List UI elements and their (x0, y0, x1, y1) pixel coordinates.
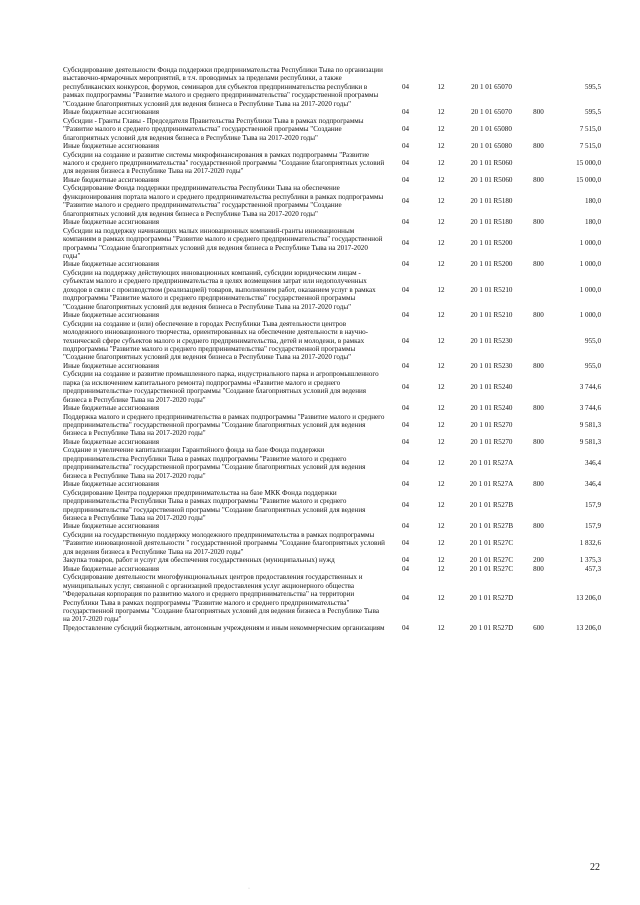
row-expense-type (526, 446, 551, 480)
row-target-article: 20 1 01 R5230 (470, 336, 513, 345)
row-amount: 595,5 (585, 82, 601, 91)
row-subsection-code: 12 (437, 480, 445, 489)
row-subsection-code: 12 (437, 361, 445, 370)
row-description: Субсидирование деятельности Фонда поддержки предпринимательства Республики Тыва по организации выставочно-ярмарочных мероприятий, в т.ч. проводимых за пределами республики, а также республиканских конкурсов, форумов, семинаров для субъектов предпринимательства республики в рамках подпрограммы "Развитие малого и среднего предпринимательства" государственной программы "Создание благоприятных условий для ведения бизнеса в Республике Тыва на 2017-2020 годы" (63, 66, 383, 108)
row-amount: 955,0 (585, 361, 601, 370)
row-description: Субсидии на поддержку действующих инновационных компаний, субсидии юридическим лицам - субъектам малого и среднего предпринимательства в целях возмещения затрат или недополученных доходов в связи с производством (реализацией) товаров, выполнением работ, оказанием услуг в рамках подпрограммы "Развитие малого и среднего предпринимательства" государственной программы "Создание благоприятных условий для ведения бизнеса в Республике Тыва на 2017-2020 годы" (63, 268, 376, 311)
row-subsection-code: 12 (437, 108, 445, 117)
table-row (63, 556, 601, 564)
row-description: Иные бюджетные ассигнования (63, 522, 160, 531)
row-description: Поддержка малого и среднего предпринимательства в рамках подпрограммы "Развитие малого и среднего предпринимательства" государственной программы "Создание благоприятных условий для ведения бизнеса в Республике Тыва на 2017-2020 годы" (63, 412, 385, 438)
row-subsection-code: 12 (437, 311, 445, 320)
row-description: Иные бюджетные ассигнования (63, 361, 160, 370)
row-target-article: 20 1 01 65080 (471, 125, 512, 134)
row-section-code: 04 (401, 556, 410, 565)
table-row (63, 66, 601, 108)
row-subsection-code: 12 (437, 158, 445, 167)
row-expense-type (526, 320, 551, 362)
row-section-code: 04 (401, 125, 410, 134)
row-subsection-code: 12 (437, 522, 445, 531)
table-row (63, 311, 601, 319)
row-subsection-code: 12 (437, 437, 445, 446)
row-target-article: 20 1 01 R527B (469, 501, 514, 510)
row-target-article: 20 1 01 R527C (469, 556, 514, 565)
row-amount: 15 000,0 (576, 158, 601, 167)
row-section-code: 04 (401, 594, 410, 603)
table-row (63, 320, 601, 362)
row-expense-type (526, 573, 551, 624)
row-target-article: 20 1 01 65080 (471, 142, 512, 151)
table-row (63, 370, 601, 404)
row-description: Субсидирование Центра поддержки предпринимательства на базе МКК Фонда поддержки предпринимательства Республики Тыва в рамках подпрограммы "Развитие малого и среднего предпринимательства" государственной программы "Создание благоприятных условий для ведения бизнеса в Республике Тыва на 2017-2020 годы" (63, 488, 366, 523)
table-row (63, 227, 601, 261)
row-amount: 7 515,0 (579, 142, 601, 151)
table-row (63, 446, 601, 480)
row-section-code: 04 (401, 522, 410, 531)
row-expense-type (526, 227, 551, 261)
row-amount: 157,9 (585, 501, 601, 510)
row-description: Субсидии на государственную поддержку молодежного предпринимательства в рамках подпрограммы "Развитие инновационной деятельности " государственной программы "Создание благоприятных условий для ведения бизнеса в Республике Тыва на 2017-2020 годы" (63, 530, 385, 556)
row-section-code: 04 (401, 539, 410, 548)
row-amount: 157,9 (585, 522, 601, 531)
row-expense-type (526, 66, 551, 108)
row-description: Субсидии на поддержку начинающих малых инновационных компаний-гранты инновационным компаниям в рамках подпрограммы "Развитие малого и среднего предпринимательства" государственной программы "Создание благоприятных условий для ведения бизнеса в Республике Тыва на 2017-2020 годы" (63, 226, 383, 260)
row-target-article: 20 1 01 R5270 (470, 421, 513, 430)
row-subsection-code: 12 (437, 82, 445, 91)
row-target-article: 20 1 01 R5230 (470, 361, 513, 370)
row-amount: 3 744,6 (579, 382, 601, 391)
row-amount: 9 581,3 (579, 437, 601, 446)
row-description: Создание и увеличение капитализации Гарантийного фонда на базе Фонда поддержки предпринимательства Республики Тыва в рамках подпрограммы "Развитие малого и среднего предпринимательства" государственной программы "Создание благоприятных условий для ведения бизнеса в Республике Тыва на 2017-2020 годы" (63, 446, 366, 480)
row-description: Иные бюджетные ассигнования (63, 480, 160, 489)
row-section-code: 04 (401, 108, 410, 117)
row-section-code: 04 (401, 197, 410, 206)
row-description: Иные бюджетные ассигнования (63, 564, 160, 573)
row-section-code: 04 (401, 480, 410, 489)
row-expense-type: 800 (533, 361, 544, 370)
row-description: Субсидии на создание и (или) обеспечение в городах Республики Тыва деятельности центров молодежного инновационного творчества, ориентированных на обеспечение деятельности в научно-технической сфере субъектов малого и среднего предпринимательства, детей и молодежи, в рамках подпрограммы "Развитие малого и среднего предпринимательства" государственной программы "Создание благоприятных условий для ведения бизнеса в Республике Тыва на 2017-2020 годы" (63, 319, 369, 362)
row-description: Иные бюджетные ассигнования (63, 404, 160, 413)
row-subsection-code: 12 (437, 501, 445, 510)
table-row (63, 565, 601, 573)
table-row (63, 260, 601, 268)
row-subsection-code: 12 (437, 459, 445, 468)
row-amount: 9 581,3 (579, 421, 601, 430)
row-section-code: 04 (401, 285, 410, 294)
row-description: Иные бюджетные ассигнования (63, 260, 160, 269)
row-subsection-code: 12 (437, 404, 445, 413)
row-amount: 1 375,3 (579, 556, 601, 565)
table-row (63, 522, 601, 530)
row-expense-type: 800 (533, 480, 544, 489)
table-row (63, 269, 601, 311)
table-row (63, 438, 601, 446)
table-row (63, 413, 601, 438)
budget-table (63, 66, 601, 632)
row-amount: 15 000,0 (576, 175, 601, 184)
row-section-code: 04 (401, 260, 410, 269)
row-amount: 457,3 (585, 564, 601, 573)
row-expense-type (526, 370, 551, 404)
row-subsection-code: 12 (437, 564, 445, 573)
row-description: Субсидирование деятельности многофункциональных центров предоставления государственных и муниципальных услуг, связанной с организацией предоставления услуг акционерного общества "Федеральная корпорация по развитию малого и среднего предпринимательства" на территории Республики Тыва в рамках подпрограммы "Развитие малого и среднего предпринимательства" государственной программы "Создание благоприятных условий для ведения бизнеса в Республике Тыва на 2017-2020 годы" (63, 573, 379, 624)
row-subsection-code: 12 (437, 539, 445, 548)
row-target-article: 20 1 01 R5060 (470, 175, 513, 184)
row-section-code: 04 (401, 311, 410, 320)
row-expense-type (526, 184, 551, 218)
row-expense-type: 800 (533, 311, 544, 320)
row-subsection-code: 12 (437, 125, 445, 134)
row-expense-type (526, 531, 551, 556)
row-expense-type: 800 (533, 564, 544, 573)
row-expense-type: 800 (533, 108, 544, 117)
row-section-code: 04 (401, 218, 410, 227)
table-row (63, 404, 601, 412)
table-row (63, 151, 601, 176)
row-amount: 1 000,0 (579, 311, 601, 320)
row-description: Иные бюджетные ассигнования (63, 437, 160, 446)
row-description: Субсидирование Фонда поддержки предпринимательства Республики Тыва на обеспечение функционирования портала малого и среднего предпринимательства республики в рамках подпрограммы "Развитие малого и среднего предпринимательства" государственной программы "Создание благоприятных условий для ведения бизнеса в Республике Тыва на 2017-2020 годы" (63, 184, 384, 218)
table-row (63, 489, 601, 523)
row-target-article: 20 1 01 R5210 (470, 285, 513, 294)
row-target-article: 20 1 01 R5200 (470, 239, 513, 248)
row-description: Иные бюджетные ассигнования (63, 218, 160, 227)
row-target-article: 20 1 01 R527D (469, 594, 514, 603)
row-section-code: 04 (401, 404, 410, 413)
row-amount: 180,0 (585, 218, 601, 227)
table-row (63, 176, 601, 184)
row-expense-type: 800 (533, 260, 544, 269)
row-description: Иные бюджетные ассигнования (63, 142, 160, 151)
row-section-code: 04 (401, 239, 410, 248)
table-row (63, 142, 601, 150)
row-subsection-code: 12 (437, 142, 445, 151)
table-row (63, 573, 601, 624)
row-description: Субсидии на создание и развитие промышленного парка, индустриального парка и агропромышленного парка (за исключением капитального ремонта) подпрограммы «Развитие малого и среднего предпринимательства» государственной программы "Создание благоприятных условий для ведения бизнеса в Республике Тыва на 2017-2020 годы" (63, 370, 379, 404)
row-section-code: 04 (401, 459, 410, 468)
page-number: 22 (590, 862, 600, 873)
row-amount: 180,0 (585, 197, 601, 206)
row-section-code: 04 (401, 175, 410, 184)
row-expense-type (526, 413, 551, 438)
table-row (63, 531, 601, 556)
row-section-code: 04 (401, 361, 410, 370)
row-section-code: 04 (401, 437, 410, 446)
row-expense-type: 200 (533, 556, 544, 565)
row-section-code: 04 (401, 623, 410, 632)
row-amount: 13 206,0 (576, 623, 601, 632)
row-section-code: 04 (401, 158, 410, 167)
table-row (63, 184, 601, 218)
row-expense-type: 600 (533, 623, 544, 632)
row-subsection-code: 12 (437, 382, 445, 391)
row-subsection-code: 12 (437, 421, 445, 430)
row-amount: 13 206,0 (576, 594, 601, 603)
row-expense-type: 800 (533, 404, 544, 413)
scan-mark: · (248, 886, 250, 892)
row-amount: 955,0 (585, 336, 601, 345)
row-section-code: 04 (401, 421, 410, 430)
row-subsection-code: 12 (437, 239, 445, 248)
row-section-code: 04 (401, 382, 410, 391)
row-target-article: 20 1 01 R5180 (470, 218, 513, 227)
row-section-code: 04 (401, 82, 410, 91)
row-subsection-code: 12 (437, 594, 445, 603)
row-description: Предоставление субсидий бюджетным, автономным учреждениям и иным некоммерческим организациям (63, 623, 385, 632)
row-expense-type: 800 (533, 522, 544, 531)
row-subsection-code: 12 (437, 218, 445, 227)
row-expense-type (526, 269, 551, 311)
row-expense-type (526, 489, 551, 523)
row-target-article: 20 1 01 R5210 (470, 311, 513, 320)
row-description: Иные бюджетные ассигнования (63, 108, 160, 117)
row-amount: 346,4 (585, 459, 601, 468)
row-section-code: 04 (401, 336, 410, 345)
row-amount: 1 000,0 (579, 285, 601, 294)
row-subsection-code: 12 (437, 175, 445, 184)
row-expense-type: 800 (533, 437, 544, 446)
table-row (63, 624, 601, 632)
budget-table-body (63, 66, 601, 632)
row-expense-type: 800 (533, 142, 544, 151)
row-description: Закупка товаров, работ и услуг для обеспечения государственных (муниципальных) нужд (63, 556, 335, 565)
row-amount: 1 000,0 (579, 239, 601, 248)
row-target-article: 20 1 01 R527C (469, 539, 514, 548)
row-section-code: 04 (401, 564, 410, 573)
row-target-article: 20 1 01 R527A (469, 480, 514, 489)
row-subsection-code: 12 (437, 197, 445, 206)
row-amount: 7 515,0 (579, 125, 601, 134)
row-subsection-code: 12 (437, 623, 445, 632)
row-expense-type: 800 (533, 175, 544, 184)
row-expense-type (526, 151, 551, 176)
row-target-article: 20 1 01 R527B (469, 522, 514, 531)
row-description: Субсидии - Гранты Главы - Председателя Правительства Республики Тыва в рамках подпрограммы "Развитие малого и среднего предпринимательства" государственной программы "Создание благоприятных условий для ведения бизнеса в Республике Тыва на 2017-2020 годы" (63, 116, 364, 142)
row-subsection-code: 12 (437, 260, 445, 269)
row-subsection-code: 12 (437, 285, 445, 294)
row-target-article: 20 1 01 R5240 (470, 404, 513, 413)
row-amount: 346,4 (585, 480, 601, 489)
table-row (63, 480, 601, 488)
table-row (63, 218, 601, 226)
row-amount: 1 000,0 (579, 260, 601, 269)
row-description: Иные бюджетные ассигнования (63, 311, 160, 320)
row-target-article: 20 1 01 R5270 (470, 437, 513, 446)
row-expense-type: 800 (533, 218, 544, 227)
table-row (63, 362, 601, 370)
row-description: Иные бюджетные ассигнования (63, 175, 160, 184)
row-target-article: 20 1 01 R527A (469, 459, 514, 468)
row-section-code: 04 (401, 142, 410, 151)
row-target-article: 20 1 01 65070 (471, 82, 512, 91)
row-target-article: 20 1 01 R5240 (470, 382, 513, 391)
row-section-code: 04 (401, 501, 410, 510)
row-subsection-code: 12 (437, 556, 445, 565)
row-amount: 3 744,6 (579, 404, 601, 413)
table-row (63, 117, 601, 142)
row-expense-type (526, 117, 551, 142)
row-target-article: 20 1 01 65070 (471, 108, 512, 117)
row-target-article: 20 1 01 R527C (469, 564, 514, 573)
row-target-article: 20 1 01 R527D (469, 623, 514, 632)
row-description: Субсидии на создание и развитие системы микрофинансирования в рамках подпрограммы "Развитие малого и среднего предпринимательства" государственной программы "Создание благоприятных условий для ведения бизнеса в Республике Тыва на 2017-2020 годы" (63, 150, 385, 176)
row-target-article: 20 1 01 R5180 (470, 197, 513, 206)
row-amount: 595,5 (585, 108, 601, 117)
row-subsection-code: 12 (437, 336, 445, 345)
row-amount: 1 832,6 (579, 539, 601, 548)
table-row (63, 108, 601, 116)
row-target-article: 20 1 01 R5060 (470, 158, 513, 167)
row-target-article: 20 1 01 R5200 (470, 260, 513, 269)
